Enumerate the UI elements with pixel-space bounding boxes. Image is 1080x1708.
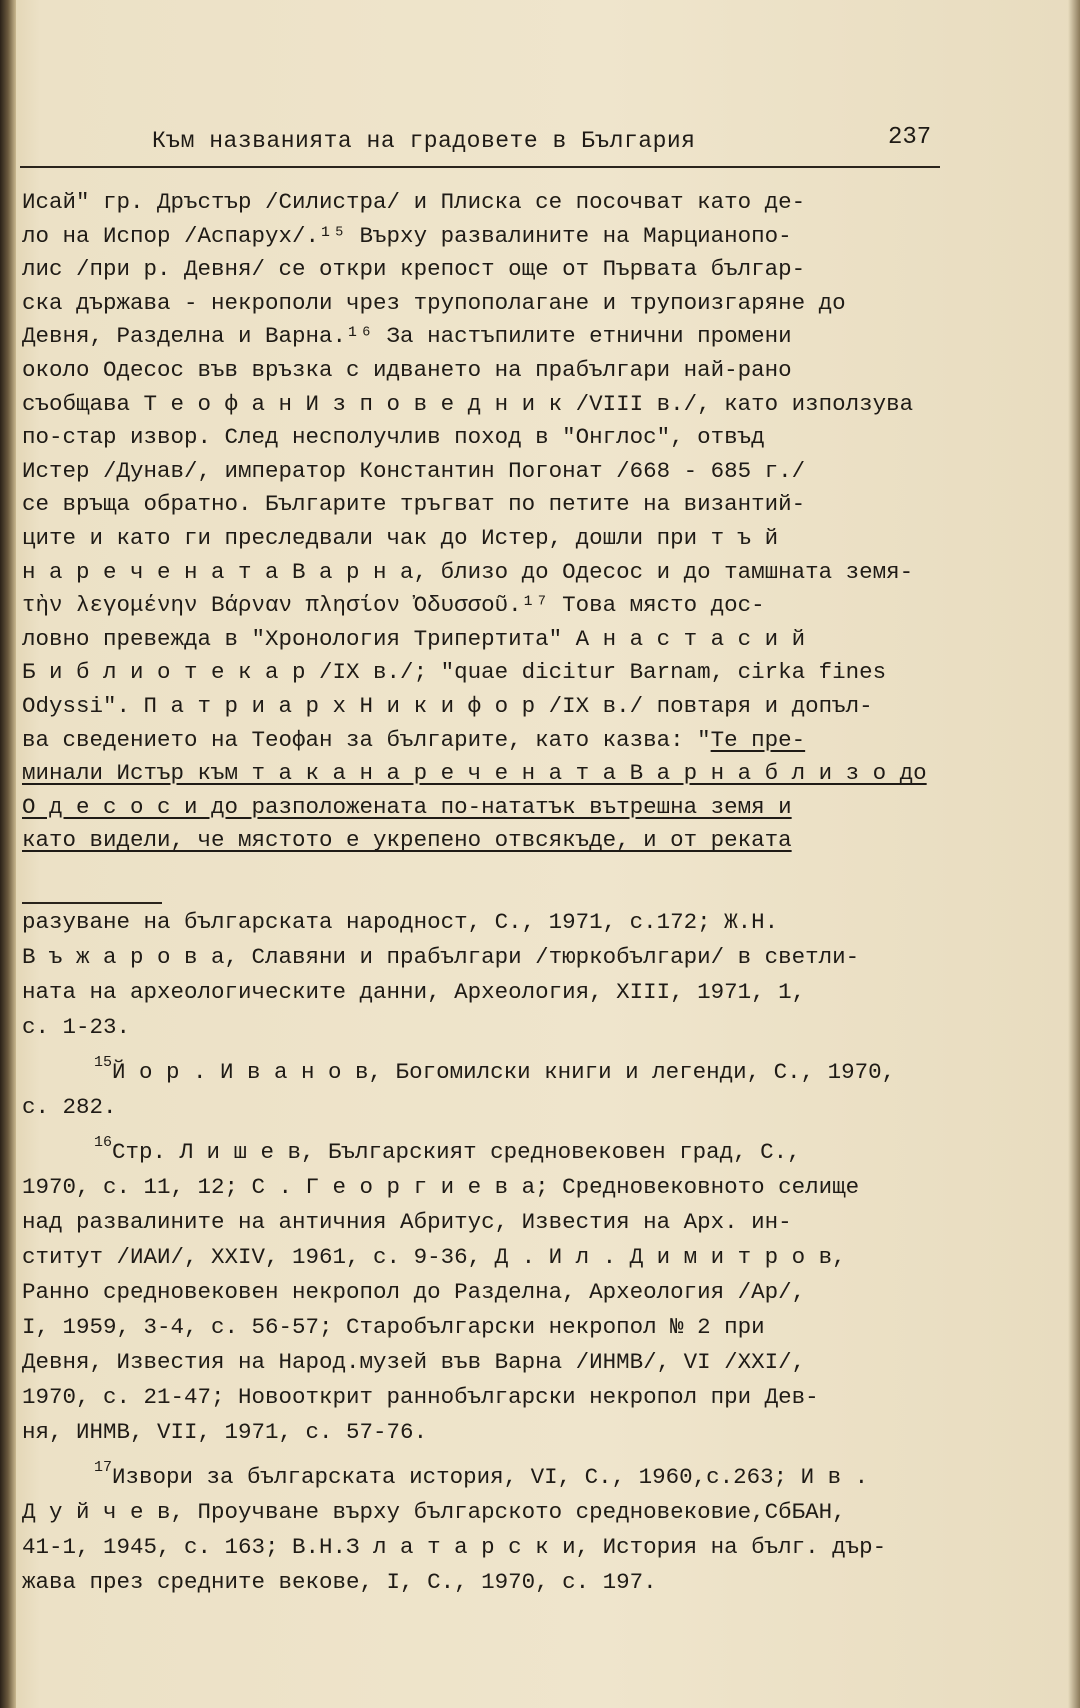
footnote-line: ня, ИНМВ, VII, 1971, с. 57-76. [22,1419,428,1445]
footnote-line: над развалините на античния Абритус, Известия на Арх. ин- [22,1209,792,1235]
footnote-line: с. 282. [22,1094,117,1120]
body-line: ло на Испор /Аспарух/.¹⁵ Върху развалините на Марцианопо- [22,222,792,249]
body-line: около Одесос във връзка с идването на прабългари най-рано [22,356,792,383]
footnote-line: с. 1-23. [22,1014,131,1040]
underlined-quote-line: О д е с о с и до разположената по-нататък вътрешна земя и [22,793,792,820]
footnote-line: ната на археологическите данни, Археология, XIII, 1971, 1, [22,979,806,1005]
body-line: ците и като ги преследвали чак до Истер, дошли при т ъ й [22,524,779,551]
footnote-15 [22,1055,962,1125]
footnote-line: 1970, с. 11, 12; С . Г е о р г и е в а; Средновековното селище [22,1174,860,1200]
body-line: по-стар извор. След несполучлив поход в "Онглос", отвъд [22,424,765,451]
footnote-line: 1970, с. 21-47; Новооткрит раннобългарски некропол при Дев- [22,1384,819,1410]
body-line: н а р е ч е н а т а В а р н а, близо до Одесос и до тамшната земя- [22,558,914,585]
underlined-quote-start: Те пре- [710,726,806,753]
body-line: лис /при р. Девня/ се откри крепост още от Първата българ- [22,256,806,283]
body-line: се връща обратно. Българите тръгват по петите на византий- [22,491,806,518]
footnote-line: разуване на българската народност, С., 1971, с.172; Ж.Н. [22,909,779,935]
body-line: Odyssi". П а т р и а р х Н и к и ф о р /IX в./ повтаря и допъл- [22,692,873,719]
footnote-continuation [22,905,962,1045]
footnote-17 [22,1460,962,1600]
footnote-text: Извори за българската история, VI, С., 1960,с.263; И в . [112,1464,869,1490]
footnote-line: ститут /ИАИ/, XXIV, 1961, с. 9-36, Д . И л . Д и м и т р о в, [22,1244,846,1270]
page-binding-edge [0,0,16,1708]
footnote-line: Девня, Известия на Народ.музей във Варна /ИНМВ/, VI /XXI/, [22,1349,806,1375]
footnote-line: I, 1959, 3-4, с. 56-57; Старобългарски некропол № 2 при [22,1314,765,1340]
page-number: 237 [888,124,932,151]
body-line-text: ва сведението на Теофан за българите, като казва: " [22,726,711,753]
footnote-line: жава през средните векове, I, С., 1970, с. 197. [22,1569,657,1595]
page-right-edge [1068,0,1080,1708]
body-line: Б и б л и о т е к а р /IX в./; "quae dicitur Barnam, cirka fines [22,659,887,686]
footnote-16 [22,1135,962,1450]
body-line: Исай" гр. Дръстър /Силистра/ и Плиска се посочват като де- [22,189,806,215]
body-line: съобщава Т е о ф а н И з п о в е д н и к /VIII в./, като използува [22,390,914,417]
running-header-title: Към названията на градовете в България [152,128,696,154]
footnote-first-line [22,1055,962,1090]
footnotes-section [22,905,962,1610]
footnote-text: Й о р . И в а н о в, Богомилски книги и легенди, С., 1970, [112,1059,896,1085]
footnote-number: 16 [94,1134,113,1151]
body-line: ска държава - некрополи чрез трупополагане и трупоизгаряне до [22,289,846,316]
footnote-line: Д у й ч е в, Проучване върху българското средновековие,СбБАН, [22,1499,846,1525]
footnote-line: В ъ ж а р о в а, Славяни и прабългари /тюркобългари/ в светли- [22,944,860,970]
body-line-greek: τὴν λεγομένην Βάρναν πλησίον Ὀδυσσοῦ.¹⁷ Това място дос- [22,592,765,619]
underlined-quote-line: минали Истър към т а к а н а р е ч е н а т а В а р н а б л и з о до [22,760,927,787]
body-line: Истер /Дунав/, император Константин Погонат /668 - 685 г./ [22,457,806,484]
footnote-separator-rule [22,902,162,904]
body-line-with-quote-start [22,724,952,758]
body-line: Девня, Разделна и Варна.¹⁶ За настъпилите етнични промени [22,323,792,350]
footnote-line: 41-1, 1945, с. 163; В.Н.З л а т а р с к и, История на бълг. дър- [22,1534,887,1560]
footnote-number: 15 [94,1054,113,1071]
footnote-first-line [22,1135,962,1170]
underlined-quote-line: като видели, че мястото е укрепено отвсякъде, и от реката [22,827,792,854]
running-header [20,122,940,168]
footnote-number: 17 [94,1459,113,1476]
main-text [22,186,952,858]
footnote-text: Стр. Л и ш е в, Българският средновековен град, С., [112,1139,801,1165]
footnote-line: Ранно средновековен некропол до Разделна, Археология /Ар/, [22,1279,806,1305]
footnote-first-line [22,1460,962,1495]
body-line: ловно превежда в "Хронология Трипертита" А н а с т а с и й [22,625,806,652]
